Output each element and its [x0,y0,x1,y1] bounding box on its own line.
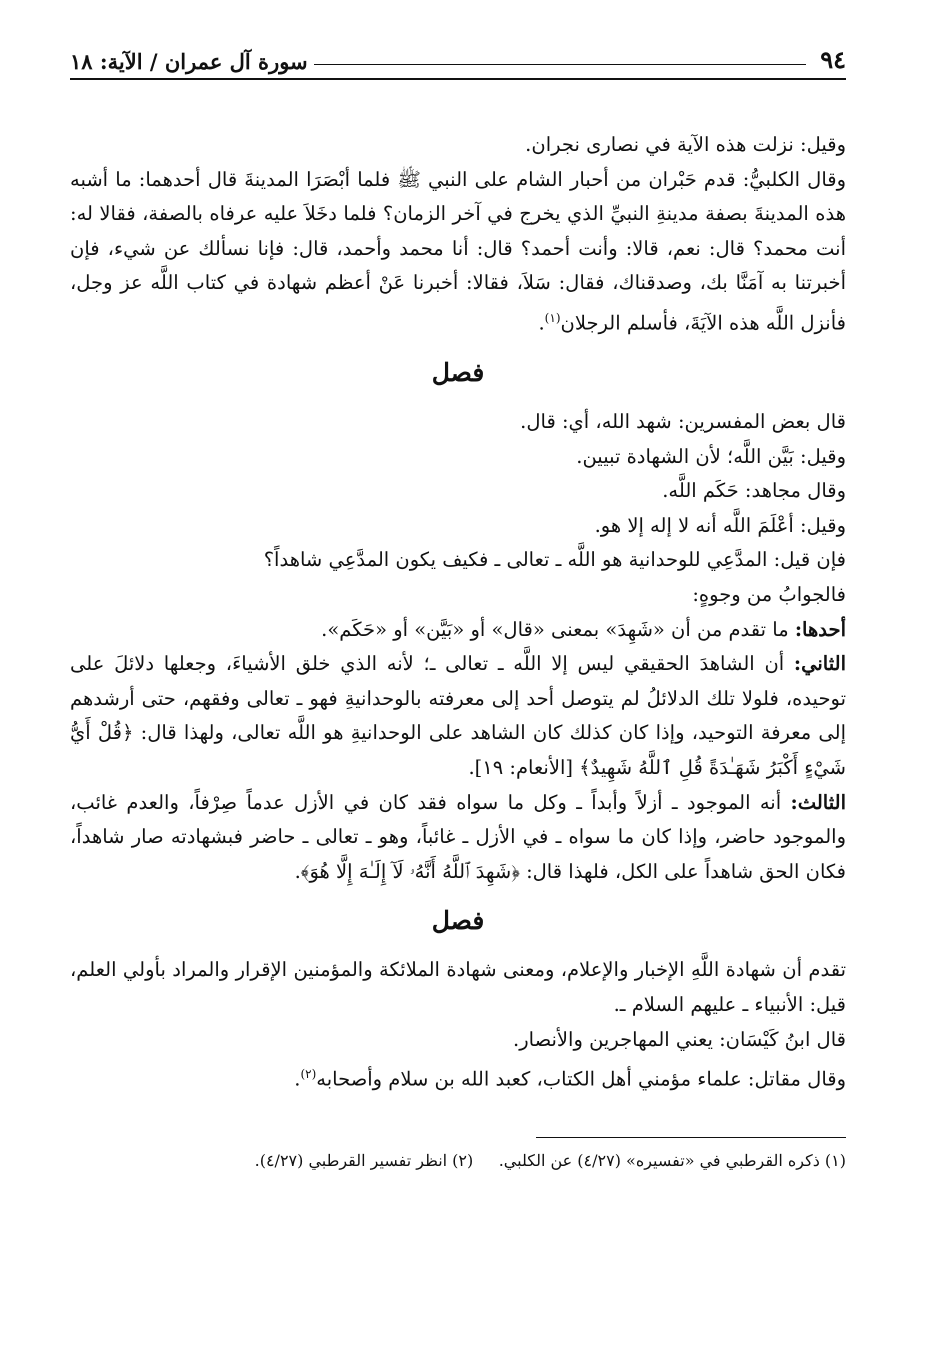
answer-third-lead: الثالث: [790,790,846,814]
section2-paragraph-3-end: . [294,1067,301,1091]
answer-third [70,786,846,890]
section1-line-6: فالجوابُ من وجوهٍ: [692,583,846,607]
footnote-mark-1: (١) [544,310,561,325]
book-page [70,38,846,1176]
section-heading-2: فصل [431,906,485,936]
section2-paragraph-3 [70,1057,846,1097]
header-rule [70,78,846,80]
section1-line-1: قال بعض المفسرين: شهد الله، أي: قال. [520,410,846,434]
page-number: ٩٤ [820,45,846,74]
footnote-1: (١) ذكره القرطبي في «تفسيره» (٤/٢٧) عن الكلبي. [498,1151,846,1171]
answer-third-text: أنه الموجود ـ أزلاً وأبداً ـ وكل ما سواه فقد كان في الأزل عدماً صِرْفاً، والعدم غائب، والموجود حاضر، وإذا كان ما سواه ـ في الأزل ـ غائباً، وهو ـ تعالى ـ حاضر فبشهادته صار شاهداً، فكان الحق شاهداً على الكل، فلهذا قال: ﴿شَهِدَ ٱللَّهُ أَنَّهُۥ لَآ إِلَـٰهَ إِلَّا هُوَ﴾. [70,790,846,883]
section2-paragraph-2: قال ابنُ كَيْسَان: يعني المهاجرين والأنصار. [513,1027,846,1051]
footnotes [70,1146,846,1176]
answer-second-text: أن الشاهدَ الحقيقي ليس إلا اللَّه ـ تعالى ـ؛ لأنه الذي خلق الأشياءَ، وجعلها دلائلَ على توحيده، فلولا تلك الدلائلُ لم يتوصل أحد إلى معرفته بالوحدانيةِ فهو ـ تعالى وفقهم، حتى أرشدهم إلى معرفة التوحيد، وإذا كان كذلك كان الشاهد على الوحدانيةِ هو اللَّه تعالى، ولهذا قال: ﴿قُلْ أَيُّ شَيْءٍ أَكْبَرُ شَهَـٰدَةً قُلِ ٱللَّهُ شَهِيدٌ﴾ [الأنعام: ١٩]. [70,652,846,779]
section1-line-5: فإن قيل: المدَّعِي للوحدانية هو اللَّه ـ تعالى ـ فكيف يكون المدَّعِي شاهداً؟ [263,548,846,572]
section1-line-2: وقيل: بَيَّن اللَّه؛ لأن الشهادة تبيين. [576,444,846,468]
intro-end: . [538,311,545,335]
section1-line-3: وقال مجاهد: حَكَم اللَّه. [662,479,846,503]
header-line [314,64,807,65]
answer-second-lead: الثاني: [793,652,846,676]
section1-line-4: وقيل: أعْلَمَ اللَّه أنه لا إله إلا هو. [594,513,846,537]
section-heading-1: فصل [431,358,485,388]
answer-second [70,647,846,785]
section2-paragraph-3-text: وقال مقاتل: علماء مؤمني أهل الكتاب، كعبد الله بن سلام وأصحابه [316,1067,846,1091]
intro-paragraph-2 [70,163,846,341]
answer-first-text: ما تقدم من أن «شَهِدَ» بمعنى «قال» أو «بَيَّن» أو «حَكَم». [321,617,795,641]
answer-first [70,613,846,648]
running-title: سورة آل عمران / الآية: ١٨ [70,49,308,74]
answer-first-lead: أحدها: [794,617,846,641]
intro-text: وقال الكلبيُّ: قدم حَبْران من أحبار الشام على النبي ﷺ فلما أبْصَرَا المدينةَ قال أحدهما: ما أشبه هذه المدينةَ بصفة مدينةِ النبيِّ الذي يخرج في آخر الزمان؟ فلما دخَلاَ عليه عرفاه بالصفة، فقالا له: أنت محمد؟ قال: نعم، قالا: وأنت أحمد؟ قال: أنا محمد وأحمد، قال: فإنا نسألك عن شيء، فإن أخبرتنا به آمَنَّا بك، وصدقناك، فقال: سَلاَ، فقالا: أخبرنا عَنْ أعظم شهادة في كتاب اللَّه عز وجل، فأنزل اللَّه هذه الآيَةَ، فأسلم الرجلان [70,167,846,335]
intro-paragraph-1: وقيل: نزلت هذه الآية في نصارى نجران. [525,133,846,156]
section2-paragraph-1: تقدم أن شهادة اللَّهِ الإخبار والإعلام، ومعنى شهادة الملائكة والمؤمنين الإقرار والمراد بأولي العلم، قيل: الأنبياء ـ عليهم السلام ـ. [70,958,847,1016]
footnote-rule [536,1137,846,1138]
page-header [70,38,846,74]
footnote-mark-2: (٢) [300,1067,317,1082]
footnote-2: (٢) انظر تفسير القرطبي (٤/٢٧). [254,1151,474,1171]
page-body [70,128,846,1176]
